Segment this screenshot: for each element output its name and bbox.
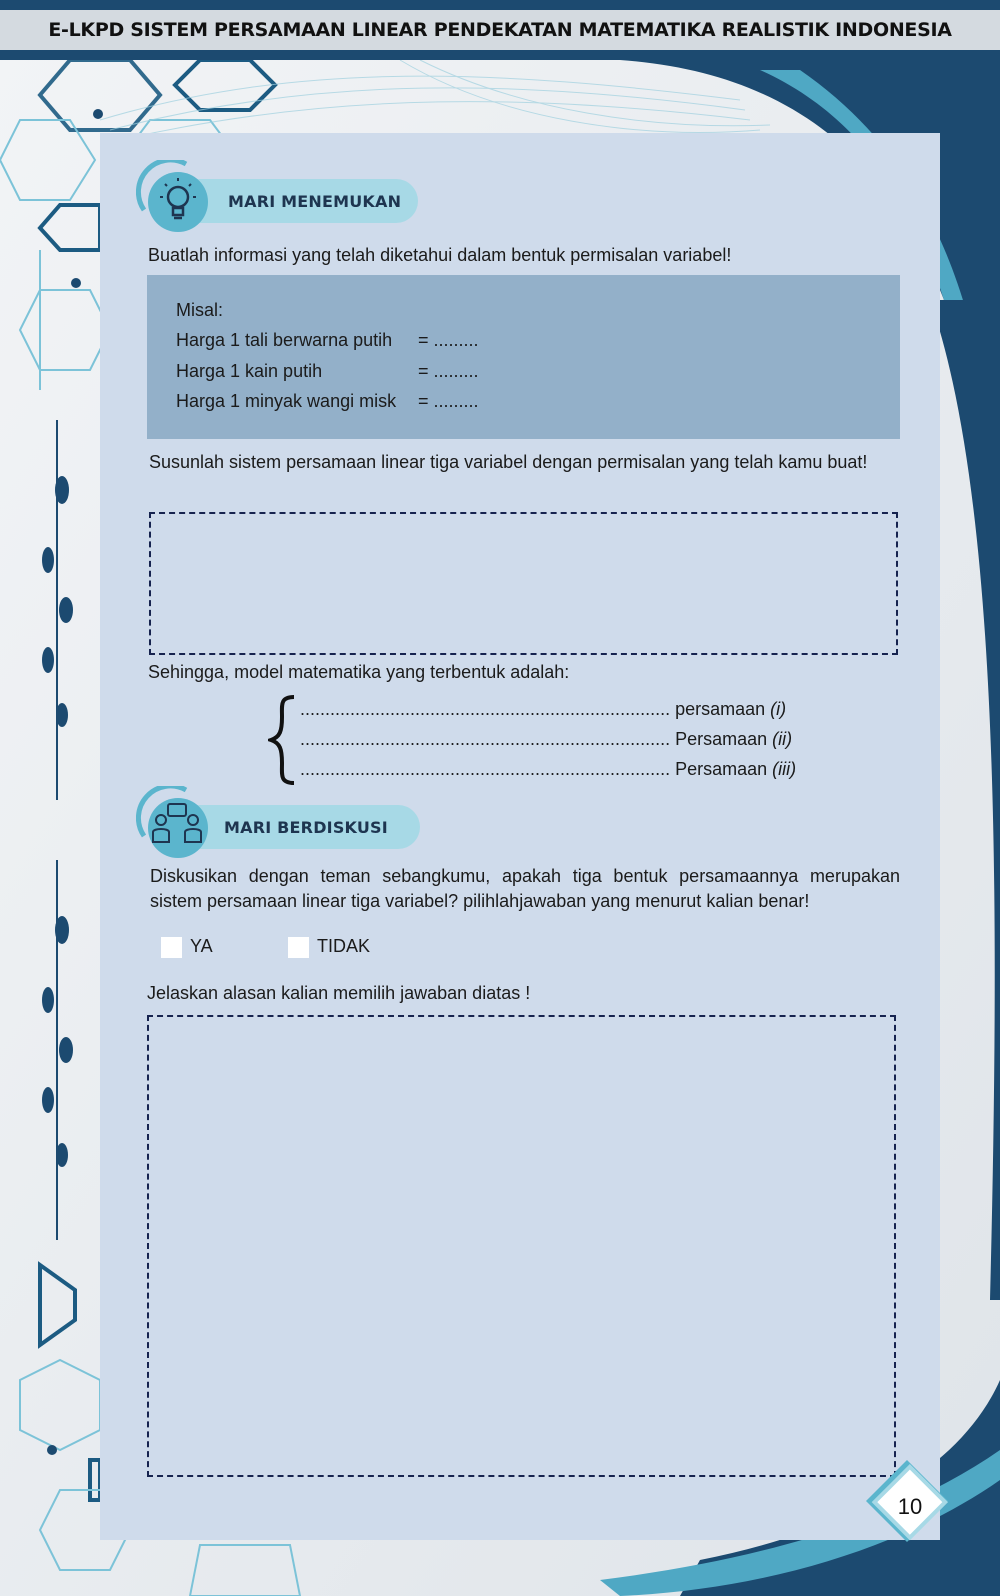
option-tidak-label: TIDAK [317,936,371,956]
info-row-label: Harga 1 minyak wangi misk [176,391,397,411]
equation-dots: .......................................................................... [300,699,671,719]
equation-number: (i) [770,699,787,719]
section-pill-mari-menemukan [178,179,418,223]
equation-number: (ii) [772,729,793,749]
equation-row[interactable] [300,729,792,750]
lightbulb-icon [136,160,210,234]
equation-label: persamaan [675,699,766,719]
option-ya-checkbox[interactable] [161,937,182,958]
info-box [147,275,900,439]
explanation-answer-box[interactable] [147,1015,896,1477]
equation-row[interactable] [300,759,796,780]
equation-label: Persamaan [675,729,768,749]
info-row-value: = ......... [418,361,479,381]
page-number: 10 [897,1494,923,1519]
page-title: E-LKPD SISTEM PERSAMAAN LINEAR PENDEKATAN MATEMATIKA REALISTIK INDONESIA [48,19,952,41]
instruction-text-2: Susunlah sistem persamaan linear tiga variabel dengan permisalan yang telah kamu buat! [149,452,868,472]
option-ya-label: YA [190,936,213,956]
instruction-text: Buatlah informasi yang telah diketahui dalam bentuk permisalan variabel! [148,245,732,265]
info-row-label: Harga 1 kain putih [176,361,323,381]
section-title: MARI BERDISKUSI [224,817,388,837]
equation-system-answer-box[interactable] [149,512,898,655]
equation-dots: .......................................................................... [300,729,671,749]
discussion-instruction: Diskusikan dengan teman sebangkumu, apakah tiga bentuk persamaannya merupakan sistem persamaan linear tiga variabel? pilihlahjawaban yang menurut kalian benar! [150,866,900,911]
equation-row[interactable] [300,699,786,720]
top-strip [0,0,1000,10]
info-row-value: = ......... [418,330,479,350]
model-intro-text: Sehingga, model matematika yang terbentuk adalah: [148,662,570,682]
equation-dots: .......................................................................... [300,759,671,779]
info-row-value: = ......... [418,391,479,411]
equation-number: (iii) [772,759,797,779]
discussion-icon [136,786,210,860]
info-row-label: Harga 1 tali berwarna putih [176,330,393,350]
section-title: MARI MENEMUKAN [228,191,402,211]
page-header [0,10,1000,60]
section-pill-mari-berdiskusi [178,805,420,849]
equation-label: Persamaan [675,759,768,779]
misal-label: Misal: [176,300,224,320]
explain-prompt: Jelaskan alasan kalian memilih jawaban diatas ! [147,983,531,1003]
option-tidak-checkbox[interactable] [288,937,309,958]
curly-brace-icon [268,695,298,785]
